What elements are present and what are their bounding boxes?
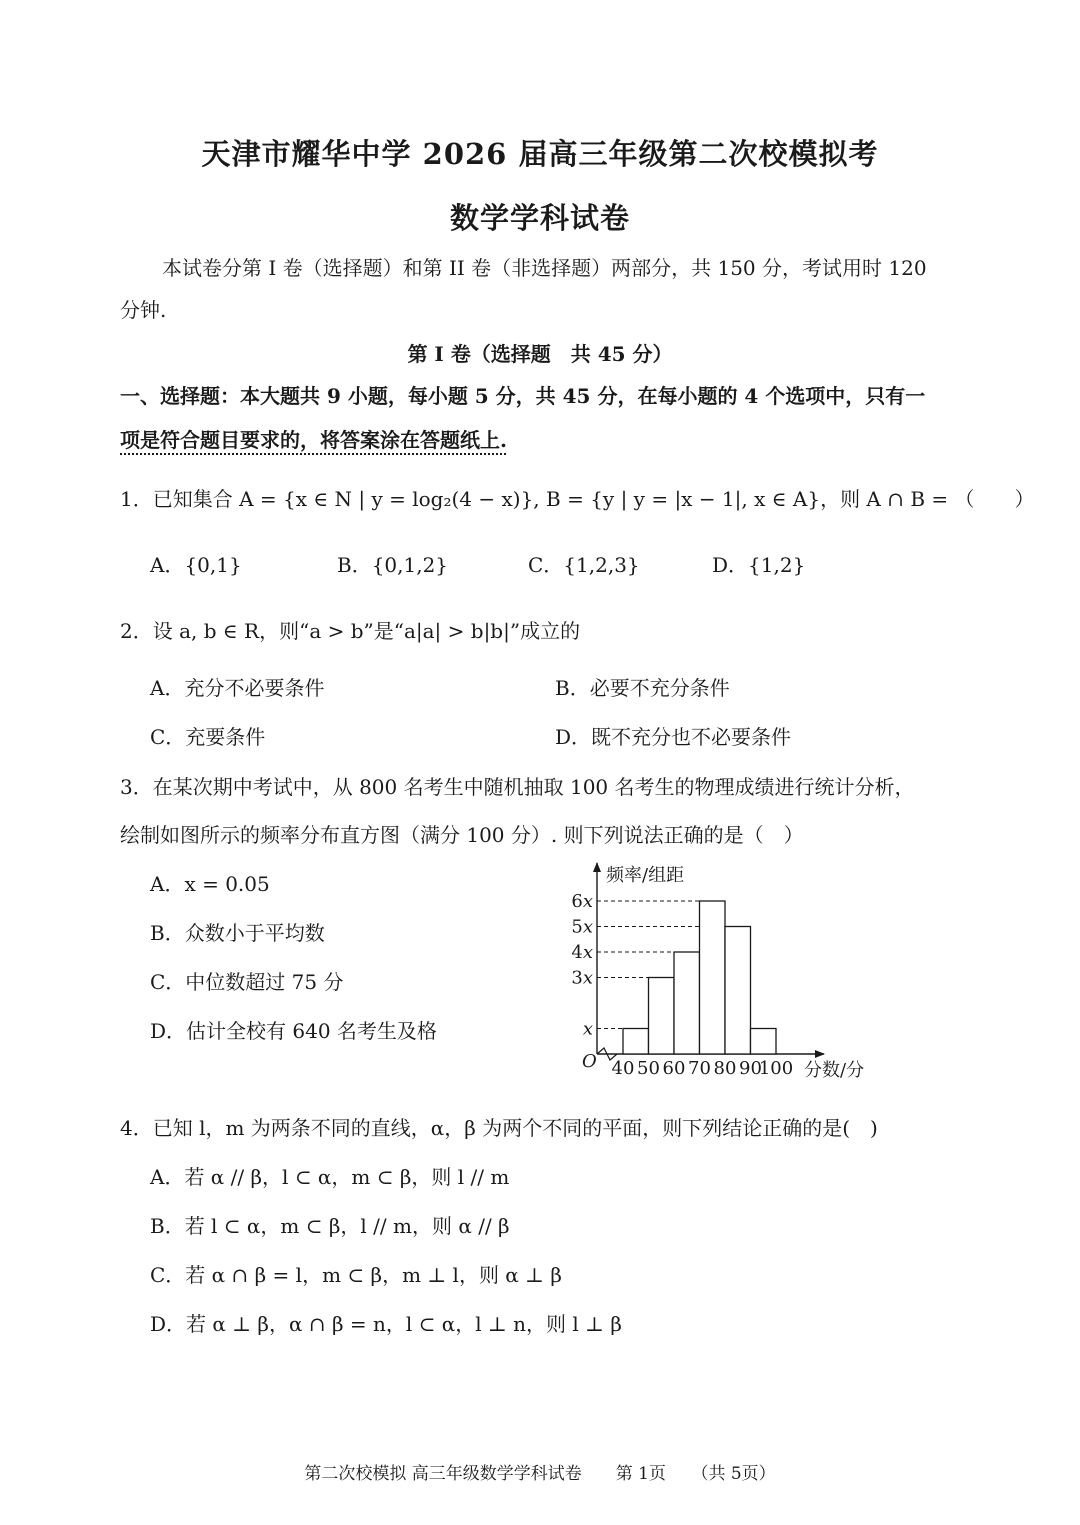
intro-line-2: 分钟. bbox=[120, 298, 167, 322]
y-tick-label: x bbox=[582, 1018, 593, 1040]
x-tick-label: 90 bbox=[739, 1058, 762, 1079]
y-tick-label: 6x bbox=[571, 891, 593, 912]
q1-option-d: D．{1,2} bbox=[712, 553, 806, 577]
q2-option-a: A．充分不必要条件 bbox=[150, 676, 325, 700]
q3-option-d: D．估计全校有 640 名考生及格 bbox=[150, 1019, 437, 1043]
q3-option-a: A．x = 0.05 bbox=[150, 872, 270, 896]
histogram-bar-80-90 bbox=[725, 927, 751, 1055]
exam-title: 天津市耀华中学 2026 届高三年级第二次校模拟考 bbox=[201, 137, 879, 171]
y-tick-label: 4x bbox=[571, 942, 593, 963]
q4-option-d: D．若 α ⊥ β，α ∩ β = n，l ⊂ α，l ⊥ n，则 l ⊥ β bbox=[150, 1312, 622, 1336]
y-axis-label: 频率/组距 bbox=[606, 865, 685, 886]
q1-stem: 1．已知集合 A = {x ∈ N | y = log₂(4 − x)}, B = {y | y = |x − 1|, x ∈ A}，则 A ∩ B = （ ） bbox=[120, 487, 1035, 511]
origin-label: O bbox=[582, 1051, 597, 1072]
x-axis-label: 分数/分 bbox=[804, 1060, 865, 1081]
intro-line-1: 本试卷分第 I 卷（选择题）和第 II 卷（非选择题）两部分，共 150 分，考试用时 120 bbox=[162, 256, 927, 280]
q3-stem-2: 绘制如图所示的频率分布直方图（满分 100 分）. 则下列说法正确的是（ ） bbox=[120, 823, 804, 847]
y-tick-label: 3x bbox=[571, 967, 593, 989]
frequency-histogram bbox=[560, 855, 890, 1085]
q3-option-b: B．众数小于平均数 bbox=[150, 921, 325, 945]
q1-option-b: B．{0,1,2} bbox=[337, 553, 449, 577]
histogram-bar-90-100 bbox=[751, 1029, 777, 1055]
q4-option-c: C．若 α ∩ β = l，m ⊂ β，m ⊥ l，则 α ⊥ β bbox=[150, 1263, 562, 1287]
q3-stem-1: 3．在某次期中考试中，从 800 名考生中随机抽取 100 名考生的物理成绩进行统计分析， bbox=[120, 775, 915, 799]
q4-option-a: A．若 α // β，l ⊂ α，m ⊂ β，则 l // m bbox=[150, 1165, 510, 1189]
q2-option-c: C．充要条件 bbox=[150, 725, 266, 749]
x-tick-label: 50 bbox=[637, 1058, 660, 1079]
y-tick-label: 5x bbox=[571, 916, 593, 938]
x-tick-label: 100 bbox=[758, 1058, 794, 1079]
section-instruction-1: 一、选择题：本大题共 9 小题，每小题 5 分，共 45 分，在每小题的 4 个选项中，只有一 bbox=[120, 384, 926, 408]
exam-subtitle: 数学学科试卷 bbox=[449, 201, 630, 235]
x-tick-label: 80 bbox=[713, 1058, 737, 1079]
page-footer: 第二次校模拟 高三年级数学学科试卷 第 1页 （共 5页） bbox=[304, 1464, 776, 1484]
histogram-bar-50-60 bbox=[649, 978, 675, 1055]
histogram-bar-70-80 bbox=[700, 901, 726, 1054]
q4-stem: 4．已知 l，m 为两条不同的直线，α，β 为两个不同的平面，则下列结论正确的是( ) bbox=[120, 1116, 878, 1140]
q2-option-d: D．既不充分也不必要条件 bbox=[555, 725, 792, 749]
histogram-bar-60-70 bbox=[674, 952, 700, 1054]
section-instruction-2-text: 项是符合题目要求的，将答案涂在答题纸上. bbox=[120, 428, 507, 452]
q1-option-c: C．{1,2,3} bbox=[528, 553, 640, 577]
q3-option-c: C．中位数超过 75 分 bbox=[150, 970, 344, 994]
q2-option-b: B．必要不充分条件 bbox=[555, 676, 730, 700]
q1-option-a: A．{0,1} bbox=[150, 553, 242, 577]
histogram-bar-40-50 bbox=[623, 1029, 649, 1055]
x-tick-label: 60 bbox=[662, 1058, 686, 1079]
q2-stem: 2．设 a, b ∈ R，则“a > b”是“a|a| > b|b|”成立的 bbox=[120, 619, 581, 643]
x-tick-label: 40 bbox=[611, 1058, 635, 1079]
section-heading: 第 I 卷（选择题 共 45 分） bbox=[407, 342, 673, 366]
q4-option-b: B．若 l ⊂ α，m ⊂ β，l // m，则 α // β bbox=[150, 1214, 510, 1238]
x-tick-label: 70 bbox=[688, 1058, 711, 1079]
section-instruction-2 bbox=[120, 424, 507, 453]
